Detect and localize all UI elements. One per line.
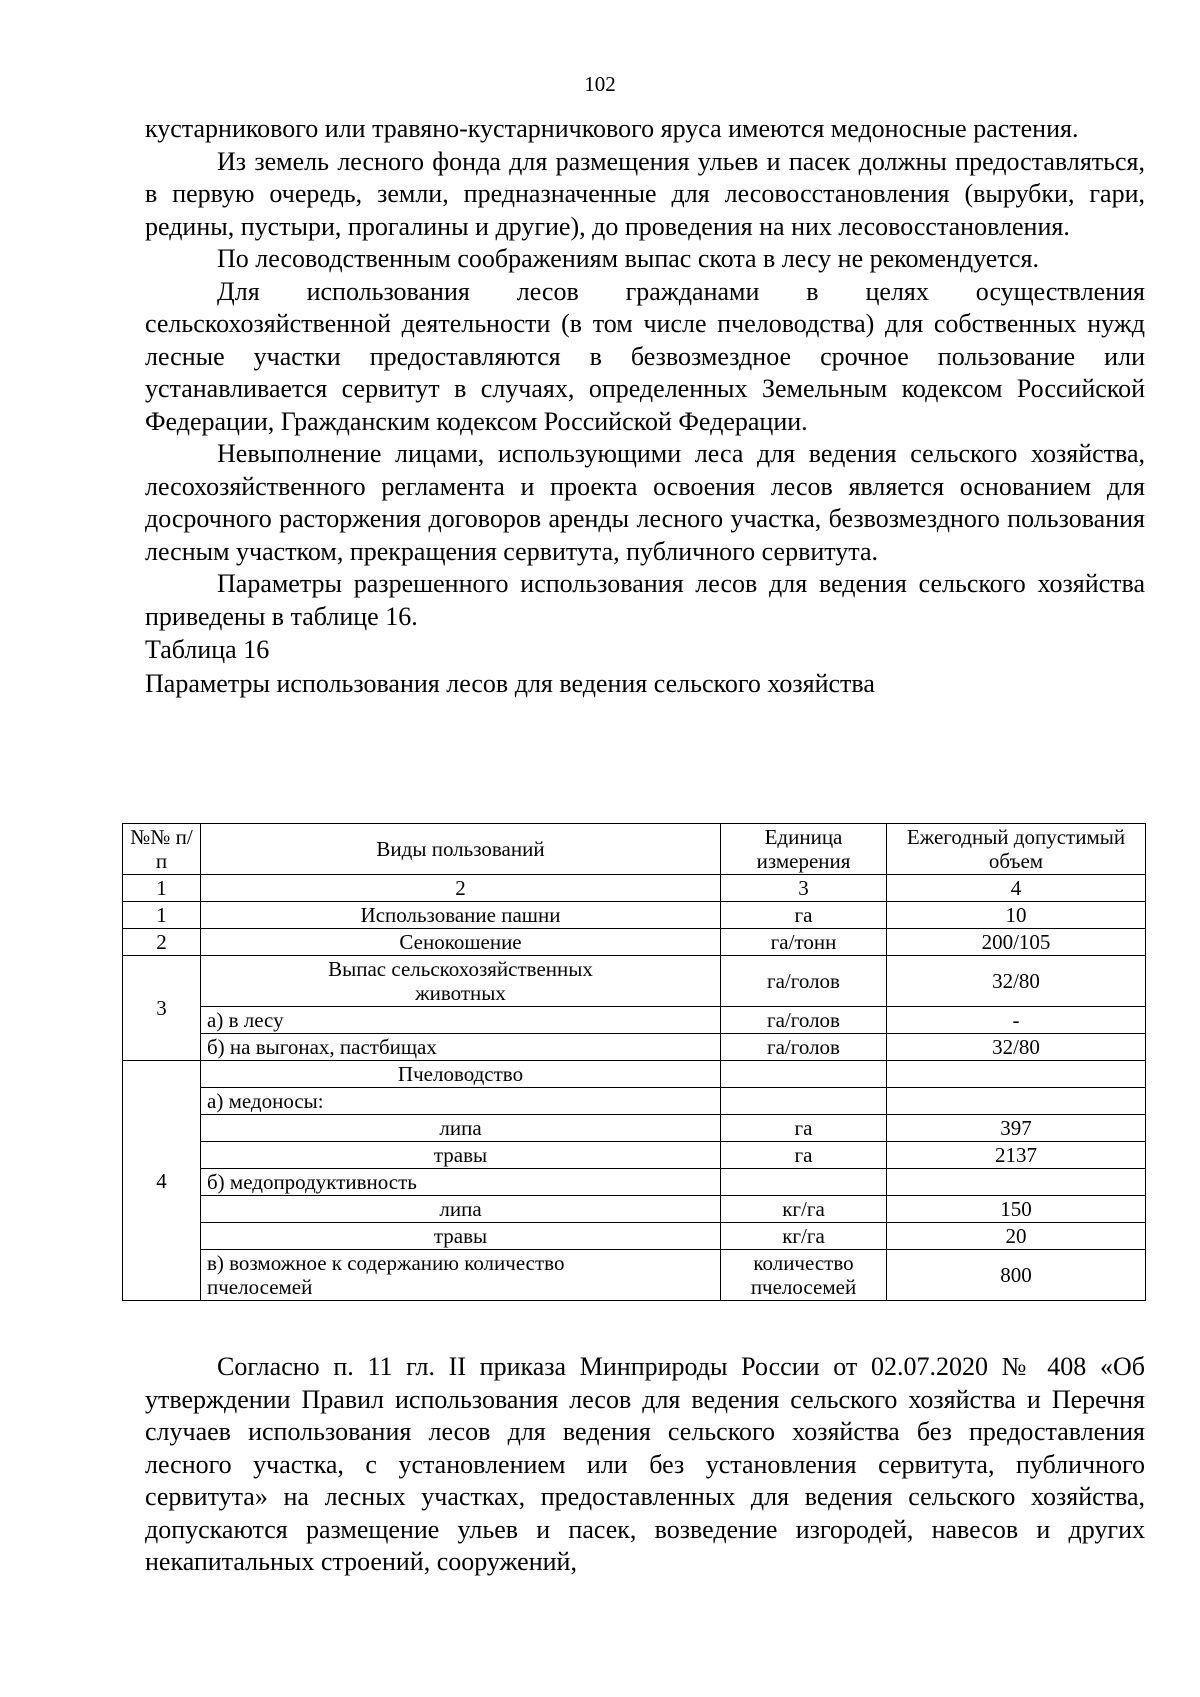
table-cell	[887, 1061, 1146, 1088]
paragraph: Для использования лесов гражданами в целях осуществления сельскохозяйственной деятельности (в том числе пчеловодства) для собственных нужд лесные участки предоставляются в безвозмездное срочное пользование или устанавливается сервитут в случаях, определенных Земельным кодексом Российской Федерации, Гражданским кодексом Российской Федерации.	[145, 276, 1145, 436]
table-cell	[721, 1088, 887, 1115]
table-cell: б) на выгонах, пастбищах	[201, 1034, 721, 1061]
table-cell: га/тонн	[721, 929, 887, 956]
body-text	[145, 113, 1145, 701]
table-cell: Использование пашни	[201, 902, 721, 929]
table-row	[123, 1007, 1146, 1034]
table-cell: 800	[887, 1250, 1146, 1301]
table-row	[123, 1088, 1146, 1115]
paragraph: По лесоводственным соображениям выпас скота в лесу не рекомендуется.	[217, 244, 1040, 273]
table-row	[123, 956, 1146, 1007]
paragraph: Невыполнение лицами, использующими леса для ведения сельского хозяйства, лесохозяйственного регламента и проекта освоения лесов является основанием для досрочного расторжения договоров аренды лесного участка, безвозмездного пользования лесным участком, прекращения сервитута, публичного сервитута.	[145, 439, 1145, 566]
header-kind: Виды пользований	[201, 824, 721, 875]
table-cell: 10	[887, 902, 1146, 929]
table-column-numbers-row	[123, 875, 1146, 902]
table-cell: га	[721, 1142, 887, 1169]
table-cell: травы	[201, 1142, 721, 1169]
parameters-table	[122, 823, 1146, 1301]
page-number: 102	[584, 72, 616, 96]
table-cell: Сенокошение	[201, 929, 721, 956]
table-cell: га	[721, 902, 887, 929]
table-cell: липа	[201, 1196, 721, 1223]
table-cell: кг/га	[721, 1196, 887, 1223]
paragraph: Из земель лесного фонда для размещения ульев и пасек должны предоставляться, в первую очередь, земли, предназначенные для лесовосстановления (вырубки, гари, редины, пустыри, прогалины и другие), до проведения на них лесовосстановления.	[145, 146, 1145, 241]
table-row	[123, 1169, 1146, 1196]
table-cell: 2137	[887, 1142, 1146, 1169]
table-cell	[721, 1169, 887, 1196]
header-num: №№ п/п	[123, 824, 201, 875]
header-volume: Ежегодный допустимый объем	[887, 824, 1146, 875]
table-cell: 32/80	[887, 956, 1146, 1007]
table-row	[123, 1196, 1146, 1223]
paragraph: Параметры разрешенного использования лесов для ведения сельского хозяйства приведены в таблице 16.	[145, 569, 1145, 631]
table-cell: 150	[887, 1196, 1146, 1223]
table-cell: -	[887, 1007, 1146, 1034]
table-cell: Пчеловодство	[201, 1061, 721, 1088]
table-cell: 3	[123, 956, 201, 1061]
table-row	[123, 1223, 1146, 1250]
table-row	[123, 1061, 1146, 1088]
table-cell: а) медоносы:	[201, 1088, 721, 1115]
header-unit: Единица измерения	[721, 824, 887, 875]
table-row	[123, 902, 1146, 929]
table-row	[123, 929, 1146, 956]
table-row	[123, 1250, 1146, 1301]
table-cell: 2	[123, 929, 201, 956]
table-cell	[887, 1088, 1146, 1115]
table-cell: 1	[123, 902, 201, 929]
table-cell: б) медопродуктивность	[201, 1169, 721, 1196]
table-cell: га/голов	[721, 956, 887, 1007]
table-cell: 397	[887, 1115, 1146, 1142]
paragraph-continuation: кустарникового или травяно-кустарничкового яруса имеются медоносные растения.	[145, 114, 1079, 143]
table-cell: 32/80	[887, 1034, 1146, 1061]
table-cell: га/голов	[721, 1007, 887, 1034]
table-row	[123, 1142, 1146, 1169]
body-text-after-table	[145, 1351, 1145, 1579]
table-cell: га/голов	[721, 1034, 887, 1061]
table-header-row	[123, 824, 1146, 875]
table-cell: 20	[887, 1223, 1146, 1250]
table-cell: количество пчелосемей	[721, 1250, 887, 1301]
table-cell: 2	[201, 875, 721, 902]
table-cell	[887, 1169, 1146, 1196]
table-cell: а) в лесу	[201, 1007, 721, 1034]
table-cell: 200/105	[887, 929, 1146, 956]
table-cell: 3	[721, 875, 887, 902]
table-cell: в) возможное к содержанию количество пчелосемей	[201, 1250, 721, 1301]
table-cell	[721, 1061, 887, 1088]
table-row	[123, 1034, 1146, 1061]
table-cell: 4	[123, 1061, 201, 1301]
table-title: Параметры использования лесов для ведения сельского хозяйства	[145, 669, 875, 698]
table-row	[123, 1115, 1146, 1142]
table-cell: Выпас сельскохозяйственных животных	[201, 956, 721, 1007]
table-label: Таблица 16	[145, 635, 270, 664]
table-cell: травы	[201, 1223, 721, 1250]
table-cell: га	[721, 1115, 887, 1142]
table-cell: 1	[123, 875, 201, 902]
paragraph: Согласно п. 11 гл. II приказа Минприроды России от 02.07.2020 № 408 «Об утверждении Правил использования лесов для ведения сельского хозяйства и Перечня случаев использования лесов для ведения сельского хозяйства без предоставления лесного участка, с установлением или без установления сервитута, публичного сервитута» на лесных участках, предоставленных для ведения сельского хозяйства, допускаются размещение ульев и пасек, возведение изгородей, навесов и других некапитальных строений, сооружений,	[145, 1352, 1145, 1576]
table-cell: кг/га	[721, 1223, 887, 1250]
table-cell: 4	[887, 875, 1146, 902]
table-cell: липа	[201, 1115, 721, 1142]
